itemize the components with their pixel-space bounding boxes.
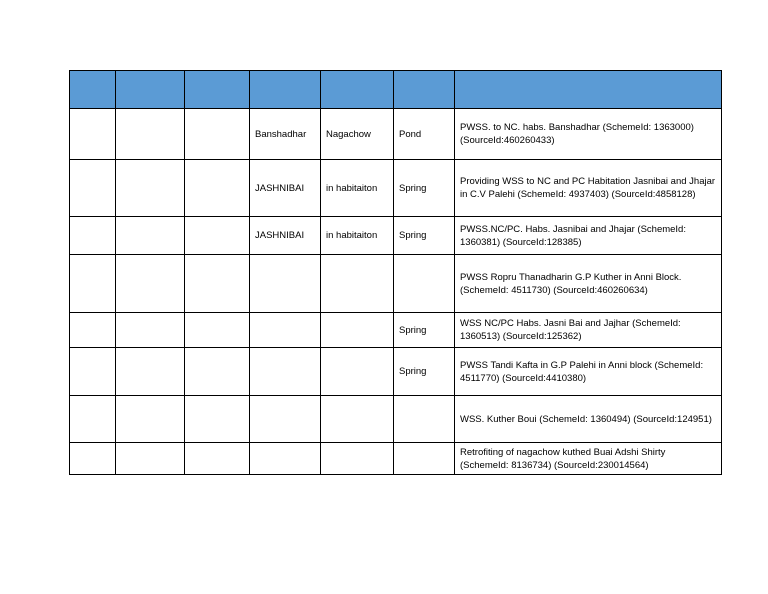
location-cell: Nagachow [321, 109, 394, 160]
source-type-cell: Spring [394, 160, 455, 217]
table-row [70, 443, 722, 475]
table-cell [185, 313, 250, 348]
source-type-cell [394, 255, 455, 313]
header-cell [394, 71, 455, 109]
table-cell [185, 348, 250, 396]
habitation-cell [250, 255, 321, 313]
source-type-cell [394, 396, 455, 443]
source-type-cell: Spring [394, 313, 455, 348]
scheme-cell: PWSS Tandi Kafta in G.P Palehi in Anni block (SchemeId: 4511770) (SourceId:4410380) [455, 348, 722, 396]
scheme-table [69, 70, 722, 475]
header-row [70, 71, 722, 109]
source-type-cell: Spring [394, 348, 455, 396]
habitation-cell [250, 443, 321, 475]
table-cell [70, 109, 116, 160]
table-row [70, 109, 722, 160]
habitation-cell: Banshadhar [250, 109, 321, 160]
location-cell [321, 443, 394, 475]
scheme-cell: Retrofiting of nagachow kuthed Buai Adshi Shirty (SchemeId: 8136734) (SourceId:230014564) [455, 443, 722, 475]
table-cell [70, 396, 116, 443]
habitation-cell [250, 396, 321, 443]
habitation-cell [250, 313, 321, 348]
location-cell [321, 255, 394, 313]
table-cell [70, 255, 116, 313]
table-cell [116, 443, 185, 475]
table-row [70, 255, 722, 313]
habitation-cell: JASHNIBAI [250, 217, 321, 255]
habitation-cell: JASHNIBAI [250, 160, 321, 217]
location-cell: in habitaiton [321, 217, 394, 255]
source-type-cell: Pond [394, 109, 455, 160]
scheme-cell: PWSS.NC/PC. Habs. Jasnibai and Jhajar (SchemeId: 1360381) (SourceId:128385) [455, 217, 722, 255]
location-cell [321, 348, 394, 396]
habitation-cell [250, 348, 321, 396]
table-header [70, 71, 722, 109]
table-body [70, 109, 722, 475]
source-type-cell: Spring [394, 217, 455, 255]
location-cell [321, 313, 394, 348]
header-cell [116, 71, 185, 109]
scheme-cell: PWSS Ropru Thanadharin G.P Kuther in Anni Block. (SchemeId: 4511730) (SourceId:460260634) [455, 255, 722, 313]
header-cell [321, 71, 394, 109]
table-row [70, 348, 722, 396]
table-cell [185, 396, 250, 443]
scheme-cell: WSS. Kuther Boui (SchemeId: 1360494) (SourceId:124951) [455, 396, 722, 443]
table-row [70, 160, 722, 217]
table-cell [116, 109, 185, 160]
table-cell [185, 160, 250, 217]
table-cell [70, 443, 116, 475]
table-cell [70, 160, 116, 217]
scheme-cell: WSS NC/PC Habs. Jasni Bai and Jajhar (SchemeId: 1360513) (SourceId:125362) [455, 313, 722, 348]
table-cell [185, 109, 250, 160]
table-cell [70, 348, 116, 396]
table-cell [70, 217, 116, 255]
header-cell [185, 71, 250, 109]
table-cell [185, 255, 250, 313]
location-cell: in habitaiton [321, 160, 394, 217]
header-cell [250, 71, 321, 109]
header-cell [70, 71, 116, 109]
table-cell [116, 348, 185, 396]
table-cell [116, 160, 185, 217]
table-cell [116, 396, 185, 443]
table-cell [70, 313, 116, 348]
table-cell [116, 313, 185, 348]
source-type-cell [394, 443, 455, 475]
scheme-cell: PWSS. to NC. habs. Banshadhar (SchemeId: 1363000) (SourceId:460260433) [455, 109, 722, 160]
table-cell [185, 217, 250, 255]
table-cell [116, 217, 185, 255]
scheme-cell: Providing WSS to NC and PC Habitation Jasnibai and Jhajar in C.V Palehi (SchemeId: 4937403) (SourceId:4858128) [455, 160, 722, 217]
table-row [70, 396, 722, 443]
table-cell [185, 443, 250, 475]
location-cell [321, 396, 394, 443]
header-cell [455, 71, 722, 109]
table-cell [116, 255, 185, 313]
table-row [70, 313, 722, 348]
table-row [70, 217, 722, 255]
